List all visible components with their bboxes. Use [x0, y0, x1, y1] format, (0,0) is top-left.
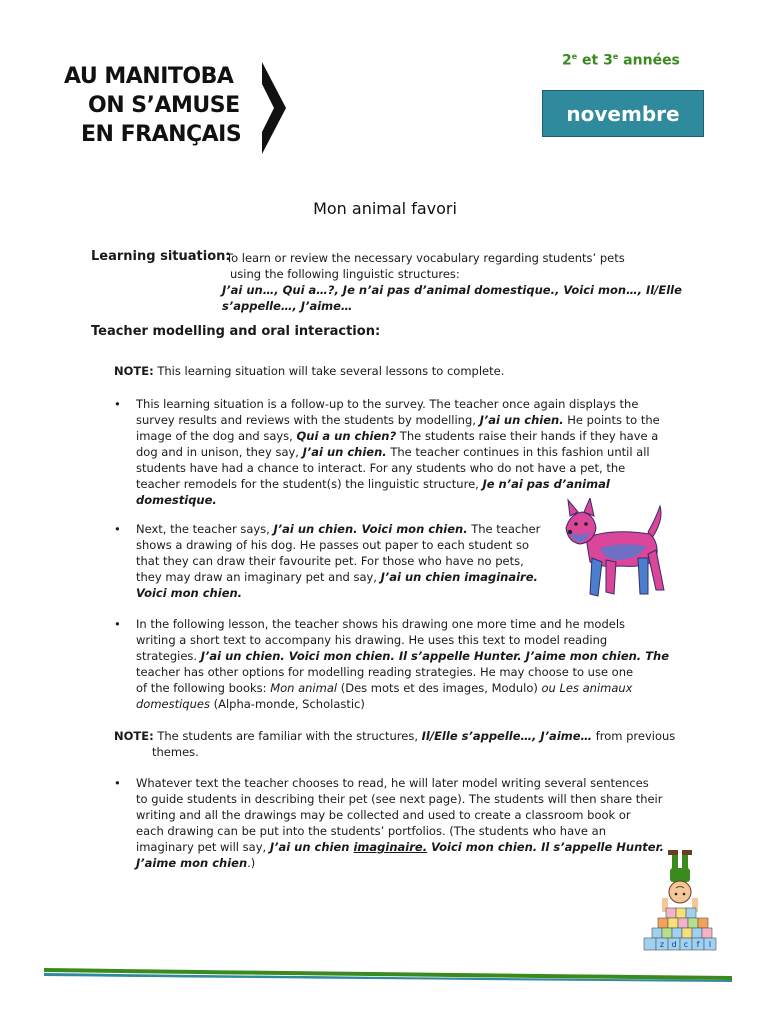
month-banner	[542, 90, 704, 137]
month-label: novembre	[566, 101, 680, 126]
dog-drawing	[560, 498, 672, 604]
footer-divider	[44, 966, 732, 982]
logo-line-1: AU MANITOBA	[64, 64, 234, 89]
page-title: Mon animal favori	[313, 199, 457, 218]
note-1: NOTE: This learning situation will take several lessons to complete.	[114, 364, 505, 378]
learning-situation-text: To learn or review the necessary vocabulary regarding students’ pets using the following linguistic structures:	[226, 251, 625, 281]
note-2: NOTE: The students are familiar with the structures, Il/Elle s’appelle…, J’aime… from previous themes.	[114, 729, 676, 759]
block-letter: d	[671, 940, 677, 949]
block-letter: c	[683, 940, 689, 949]
program-logo	[64, 62, 254, 149]
block-letter: f	[696, 940, 700, 949]
logo-line-2: ON S’AMUSE	[88, 93, 240, 118]
block-letter: l	[708, 940, 712, 949]
child-on-blocks-illustration	[636, 850, 728, 962]
logo-line-3: EN FRANÇAIS	[81, 122, 242, 147]
logo-arrow-icon	[262, 62, 288, 154]
learning-situation-label: Learning situation:	[91, 249, 231, 264]
section-heading: Teacher modelling and oral interaction:	[91, 324, 381, 339]
grade-label: 2e et 3e années	[562, 52, 680, 69]
linguistic-structures: J’ai un…, Qui a…?, Je n’ai pas d’animal domestique., Voici mon…, Il/Elle s’appelle…, J’aime…	[222, 283, 682, 313]
block-letter: z	[659, 940, 665, 949]
